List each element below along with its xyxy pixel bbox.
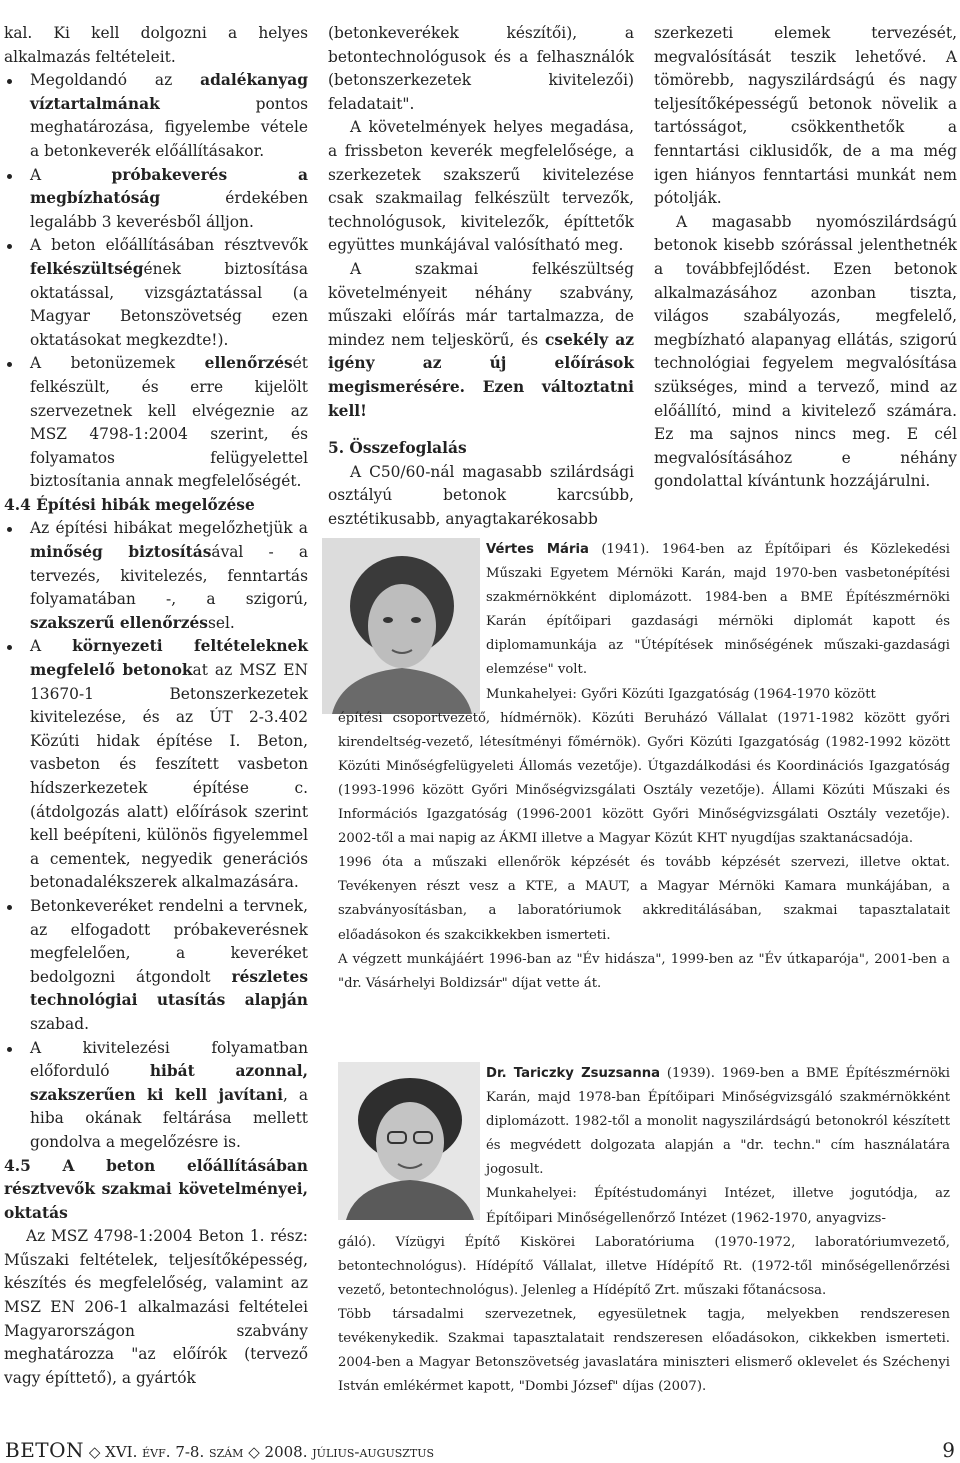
- section-heading-5: 5. Összefoglalás: [328, 439, 467, 458]
- issue-year: 2008.: [264, 1443, 308, 1461]
- text: A kivitelezési folyamatban előforduló: [30, 1038, 308, 1081]
- bio-intro-block: [486, 538, 950, 707]
- paragraph: A magasabb nyomószilárdságú betonok kisebb szórással jelenthetnék a továbbfejlődést. Ezen betonok alkalmazásához azonban tiszta, világos szabályozás, megfelelő, megbízható alapanyag ellátás, szigorú technológiai fegyelem megvalósítása szükséges, mind a tervező, mind az előállító, mind a kivitelező számára. Ez ma sajnos nincs meg. E cél megvalósításához e néhány gondolattal kívántunk hozzájárulni.: [654, 212, 957, 491]
- bio-intro-block: [486, 1062, 950, 1231]
- column-2: [328, 22, 634, 531]
- text: Az építési hibákat megelőzhetjük a: [30, 519, 308, 538]
- list-item: [4, 164, 308, 235]
- volume-label: évf.: [142, 1443, 171, 1461]
- bold-text: hibát azonnal, szakszerűen ki kell javítani: [30, 1062, 308, 1104]
- journal-name: BETON: [5, 1438, 85, 1462]
- volume-number: XVI.: [105, 1443, 138, 1461]
- bio-workplaces-start: Munkahelyei: Építéstudományi Intézet, illetve jogutódja, az Építőipari Minőségellenőrző Intézet (1962-1970, anyagvizs-: [486, 1186, 950, 1226]
- text: ének biztosítása oktatással, vizsgáztatással (a Magyar Betonszövetség ezen oktatásokat megkezdte!).: [30, 259, 308, 349]
- bold-text: ellenőrzés: [204, 354, 293, 373]
- text: A szakmai felkészültség követelményeit néhány szabvány, műszaki előírás már tartalmazza, de mindez nem teljeskörű, és: [328, 259, 634, 349]
- paragraph: A követelmények helyes megadása, a frissbeton keverék megfelelősége, a szerkezetek szakszerű kivitelezése csak szakmailag felkészült tervezők, technológusok, kivitelezők, építtetők együttes munkájával valósítható meg.: [328, 118, 634, 255]
- bullet-list-b: [4, 517, 308, 1154]
- bio-intro: [486, 1062, 950, 1182]
- text: (1939). 1969-ben a BME Építészmérnöki Karán, majd 1978-ban Építőipari Minőségvizsgáló szakmérnökként diplomázott. 1982-től a monolit nagyszilárdságú betonokról készített és megvédett dolgozata alapján a "dr. techn." cím használatára jogosult.: [486, 1066, 950, 1178]
- paragraph-continuation: kal. Ki kell dolgozni a helyes alkalmazás feltételeit.: [4, 24, 308, 66]
- paragraph-continuation: szerkezeti elemek tervezését, megvalósítását teszik lehetővé. A tömörebb, nagyszilárdságú és nagy teljesítőképességű betonok növelik a tartósságot, csökkenthetők a fenntartási ciklusidők, de a ma még igen hiányos fenntartási munkát nem pótolják.: [654, 24, 957, 208]
- bio-workplaces: építési csoportvezető, hídmérnök). Közúti Beruházó Vállalat (1971-1982 között győri kirendeltség-vezető, létesítményi főmérnök). Győri Közúti Igazgatóság (1982-1992 között Közúti Minőségfelügyeleti Állomás vezetője). Útgazdálkodási és Koordinációs Igazgatóság (1993-1996 között Győri Minőségvizsgálati Osztály vezetője). Állami Közúti Műszaki és Információs Igazgatóság (1996-2001 között Győri Minőségvizsgálati Osztály vezetője). 2002-től a mai napig az ÁKMI illetve a Magyar Közút KHT nyugdíjas szaktanácsadója.: [338, 710, 950, 847]
- diamond-separator-icon: ◇: [248, 1443, 260, 1461]
- text: Betonkeveréket rendelni a tervnek, az elfogadott próbakeverésnek megfelelően, a keveréket bedolgozni átgondolt: [30, 896, 308, 986]
- text: (1941). 1964-ben az Építőipari és Közlekedési Műszaki Egyetem Mérnöki Karán, majd 1970-ben vasbetonépítési szakmérnökként diplomázott. 1984-ben a BME Építészmérnöki Karán építőipari gazdasági mérnöki diplomát kapott és diplomamunkája az "Útépítések minőségének műszaki-gazdasági elemzése" volt.: [486, 542, 950, 678]
- bold-text: felkészültség: [30, 259, 144, 278]
- author-bio-vertes-maria: [338, 538, 950, 996]
- text: szabad.: [30, 1014, 89, 1033]
- page-footer: [5, 1438, 957, 1462]
- section-heading-4-4: 4.4 Építési hibák megelőzése: [4, 495, 255, 514]
- bullet-list-a: [4, 69, 308, 494]
- issue-number: 7-8.: [175, 1443, 205, 1461]
- text: ával - a tervezés, kivitelezés, fenntartás folyamatában -, a szigorú,: [30, 543, 308, 609]
- bold-text: próbakeverés a megbízhatóság: [30, 165, 308, 208]
- bold-text: részletes technológiai utasítás alapján: [30, 967, 308, 1010]
- column-3: [654, 22, 957, 494]
- list-item: [4, 69, 308, 163]
- text: A: [30, 165, 112, 184]
- bold-text: szakszerű ellenőrzés: [30, 613, 208, 632]
- text: at az MSZ EN 13670-1 Betonszerkezetek kivitelezése, és az ÚT 2-3.402 Közúti hidak építése I. Beton, vasbeton és feszített vasbeton hídszerkezetek építése c. (átdolgozás alatt) előírások szerint kell beépíteni, különös figyelemmel a cementek, negyedik generációs betonadalékszerek alkalmazására.: [30, 661, 308, 892]
- bio-intro: [486, 538, 950, 683]
- bio-workplaces: gáló). Vízügyi Építő Kiskörei Laboratóriuma (1970-1972, laboratóriumvezető, betontechnológus). Hídépítő Vállalat, illetve Hídépítő Rt. (1972-től minőségellenőrzési vezető, betontechnológus). Jelenleg a Hídépítő Zrt. műszaki főtanácsosa.: [338, 1234, 950, 1298]
- list-item: [4, 234, 308, 352]
- bold-text: csekély az igény az új előírások megismerésére. Ezen változtatni kell!: [328, 330, 634, 420]
- text: érdekében legalább 3 keverésből álljon.: [30, 189, 308, 231]
- text: pontos meghatározása, figyelembe vétele a betonkeverék előállításakor.: [30, 94, 308, 160]
- list-item: [4, 517, 308, 635]
- text: Megoldandó az: [30, 71, 201, 90]
- diamond-separator-icon: ◇: [88, 1443, 101, 1461]
- paragraph: [328, 258, 634, 423]
- list-item: [4, 635, 308, 895]
- text: sel.: [207, 613, 235, 632]
- list-item: [4, 895, 308, 1037]
- text: A: [30, 637, 73, 656]
- bio-awards: A végzett munkájáért 1996-ban az "Év hidásza", 1999-ben az "Év útkaparója", 2001-ben a "dr. Vásárhelyi Boldizsár" díjat vette át.: [338, 951, 950, 991]
- page-number: 9: [942, 1438, 955, 1462]
- text: ét felkészült, és erre kijelölt szervezetnek kell elvégeznie az MSZ 4798-1:2004 szerint, és folyamatos felügyelettel biztosítania annak megfelelőségét.: [30, 354, 308, 491]
- section-heading-4-5: 4.5 A beton előállításában résztvevők szakmai követelményei, oktatás: [4, 1156, 308, 1222]
- bold-text: környezeti feltételeknek megfelelő betonok: [30, 637, 308, 680]
- bold-text: minőség biztosítás: [30, 543, 212, 562]
- text: A betonüzemek: [30, 354, 205, 373]
- author-name: Dr. Tariczky Zsuzsanna: [486, 1066, 661, 1081]
- issue-label: szám: [209, 1443, 244, 1461]
- text: , a hiba okának feltárása mellett gondolva a megelőzésre is.: [30, 1085, 308, 1151]
- list-item: [4, 352, 308, 494]
- paragraph: A C50/60-nál magasabb szilárdsági osztályú betonok karcsúbb, esztétikusabb, anyagtakarékosabb: [328, 462, 634, 528]
- text: A beton előállításában résztvevők: [30, 236, 308, 255]
- column-1: [4, 22, 308, 1390]
- author-name: Vértes Mária: [486, 542, 589, 557]
- bio-activities: Több társadalmi szervezetnek, egyesületnek tagja, melyekben rendszeresen tevékenykedik. Szakmai tapasztalatait rendszeresen előadásokon, cikkekben ismerteti. 2004-ben a Magyar Betonszövetség javaslatára miniszteri elismerő oklevelet és Széchenyi István emlékérmet kapott, "Dombi József" díjas (2007).: [338, 1306, 950, 1395]
- bold-text: adalékanyag víztartalmának: [30, 71, 308, 113]
- issue-months: július-augusztus: [312, 1443, 435, 1461]
- list-item: [4, 1037, 308, 1155]
- author-bio-tariczky-zsuzsanna: [338, 1062, 950, 1399]
- bio-workplaces-start: Munkahelyei: Győri Közúti Igazgatóság (1964-1970 között: [486, 686, 876, 702]
- paragraph-continuation: (betonkeverékek készítői), a betontechnológusok és a felhasználók (betonszerkezetek kivitelezői) feladatait".: [328, 24, 634, 113]
- paragraph: Az MSZ 4798-1:2004 Beton 1. rész: Műszaki feltételek, teljesítőképesség, készítés és megfelelőség, valamint az MSZ EN 206-1 alkalmazási feltételei Magyarországon szabvány meghatározza "az előírók (tervező vagy építtető), a gyártók: [4, 1227, 308, 1387]
- bio-activities: 1996 óta a műszaki ellenőrök képzését és tovább képzését szervezi, illetve oktat. Tevékenyen részt vesz a KTE, a MAUT, a Magyar Mérnöki Kamara munkájában, a szabványosításban, a laboratóriumok akkreditálásában, szakmai tapasztalatait előadásokon és szakcikkekben ismerteti.: [338, 855, 950, 943]
